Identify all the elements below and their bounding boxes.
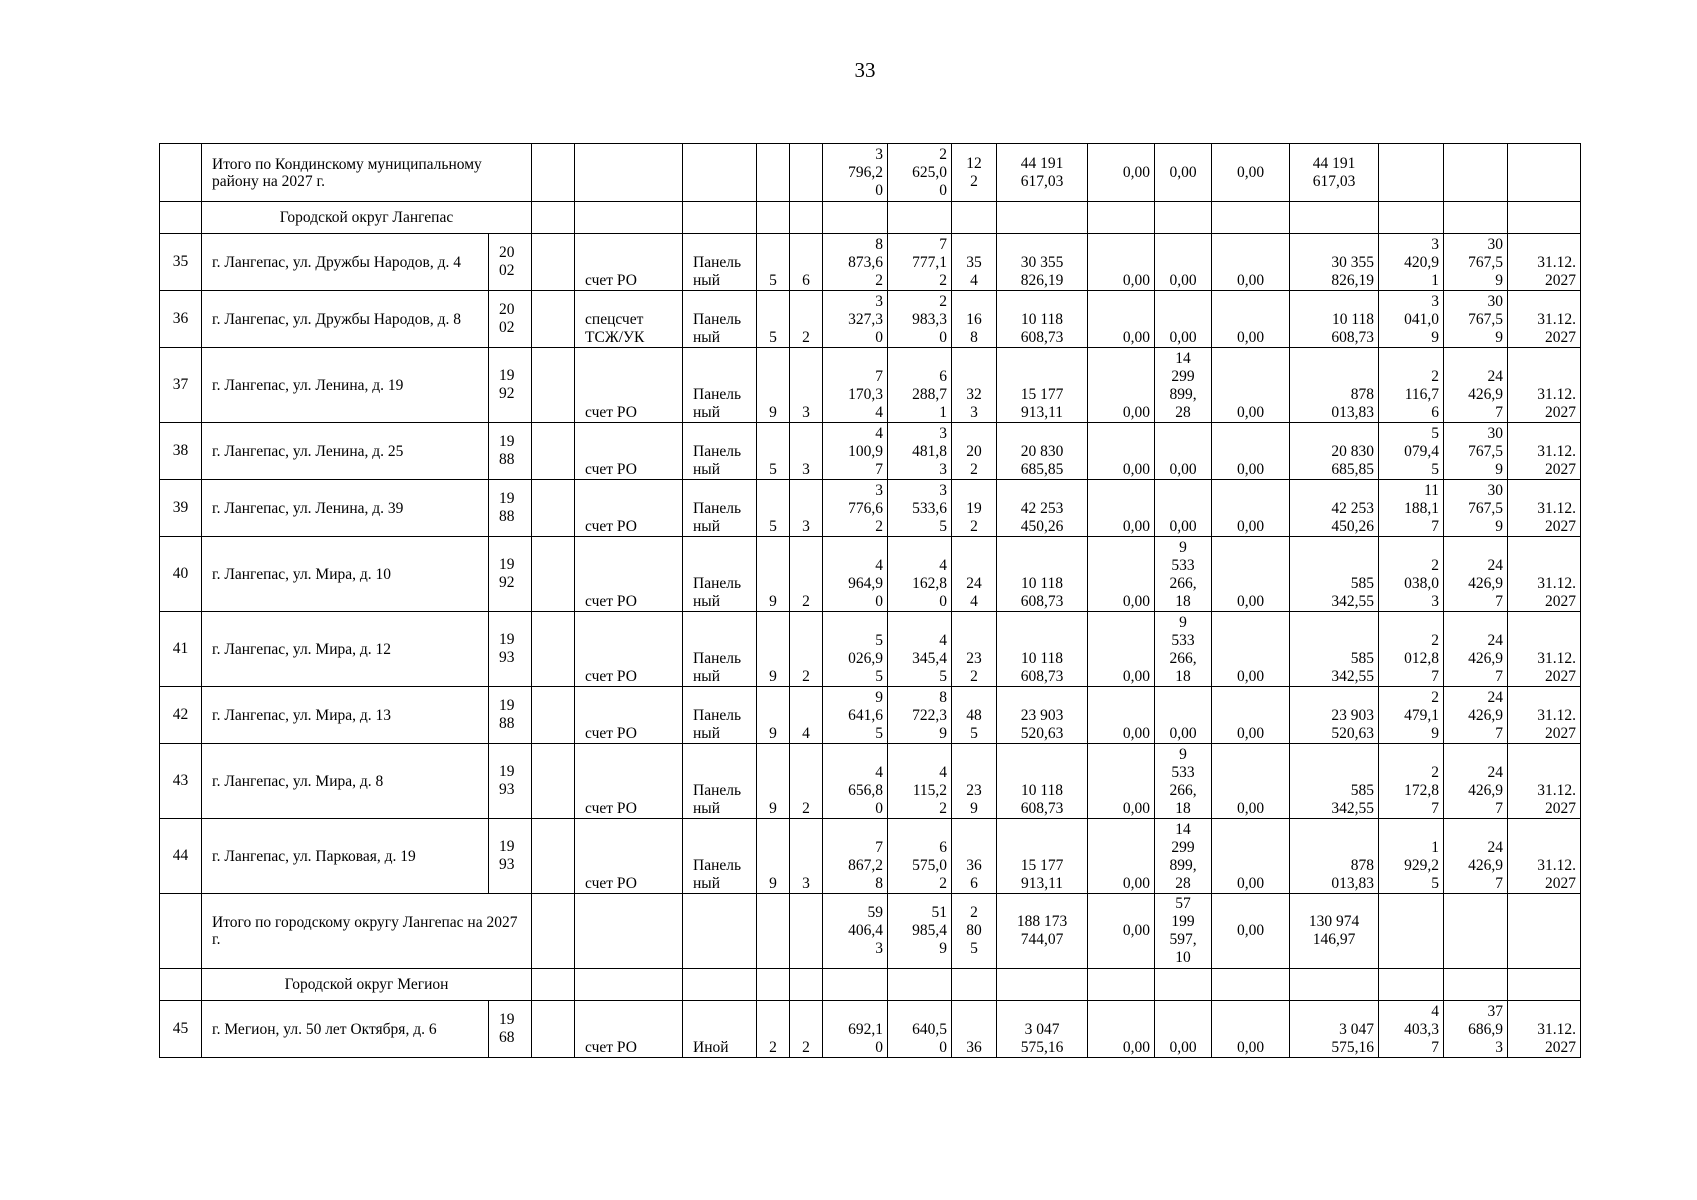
- cost-per-m2: 5 079,4 5: [1379, 423, 1444, 480]
- wall-material: Панель ный: [683, 537, 757, 612]
- entrances-cell: [790, 144, 823, 202]
- house-row: [160, 348, 1581, 423]
- entrances: 2: [790, 291, 823, 348]
- cost-total: 20 830 685,85: [997, 423, 1088, 480]
- residents-count: 36 6: [952, 819, 997, 894]
- fund-type-cell: [575, 144, 683, 202]
- fund-method: счет РО: [575, 744, 683, 819]
- empty-cell: [532, 537, 575, 612]
- cost-total: 15 177 913,11: [997, 819, 1088, 894]
- fund-owners: 878 013,83: [1290, 819, 1379, 894]
- wall-material: Панель ный: [683, 744, 757, 819]
- fund-subject: 9 533 266, 18: [1155, 537, 1212, 612]
- floors: 2: [757, 1001, 790, 1058]
- house-row: [160, 537, 1581, 612]
- empty-cell: [1444, 202, 1508, 234]
- floors: 9: [757, 612, 790, 687]
- max-cost: 24 426,9 7: [1444, 537, 1508, 612]
- section-title: Городской округ Лангепас: [202, 202, 532, 234]
- fund-local: 0,00: [1212, 234, 1290, 291]
- fund-local: 0,00: [1212, 144, 1290, 202]
- fund-local: 0,00: [1212, 819, 1290, 894]
- fund-method: счет РО: [575, 1001, 683, 1058]
- row-number: 35: [160, 234, 202, 291]
- floors: 9: [757, 687, 790, 744]
- fund-fsr: 0,00: [1088, 234, 1155, 291]
- section-row: [160, 969, 1581, 1001]
- deadline: 31.12. 2027: [1508, 1001, 1581, 1058]
- house-address: г. Лангепас, ул. Мира, д. 13: [202, 687, 489, 744]
- commission-year: 19 68: [489, 1001, 532, 1058]
- area-total: 7 867,2 8: [823, 819, 888, 894]
- empty-cell: [1212, 202, 1290, 234]
- deadline: 31.12. 2027: [1508, 234, 1581, 291]
- max-cost: 30 767,5 9: [1444, 423, 1508, 480]
- deadline: 31.12. 2027: [1508, 291, 1581, 348]
- house-address: г. Лангепас, ул. Мира, д. 10: [202, 537, 489, 612]
- cost-total: 10 118 608,73: [997, 744, 1088, 819]
- row-number: 40: [160, 537, 202, 612]
- residents-count: 36: [952, 1001, 997, 1058]
- area-living: 8 722,3 9: [888, 687, 952, 744]
- area-total: 4 656,8 0: [823, 744, 888, 819]
- empty-cell: [1212, 969, 1290, 1001]
- max-cost: 24 426,9 7: [1444, 744, 1508, 819]
- area-total: 4 964,9 0: [823, 537, 888, 612]
- max-cost: 24 426,9 7: [1444, 348, 1508, 423]
- area-total: 7 170,3 4: [823, 348, 888, 423]
- entrances: 2: [790, 612, 823, 687]
- row-number: 41: [160, 612, 202, 687]
- empty-cell: [790, 969, 823, 1001]
- fund-method: счет РО: [575, 612, 683, 687]
- house-row: [160, 291, 1581, 348]
- empty-cell: [997, 969, 1088, 1001]
- area-total: 692,1 0: [823, 1001, 888, 1058]
- commission-year: 19 93: [489, 744, 532, 819]
- fund-local: 0,00: [1212, 480, 1290, 537]
- fund-subject: 14 299 899, 28: [1155, 348, 1212, 423]
- fund-method: счет РО: [575, 819, 683, 894]
- row-number: 44: [160, 819, 202, 894]
- floors: 5: [757, 234, 790, 291]
- deadline: 31.12. 2027: [1508, 480, 1581, 537]
- cost-total: 3 047 575,16: [997, 1001, 1088, 1058]
- wall-material: Иной: [683, 1001, 757, 1058]
- area-living: 6 575,0 2: [888, 819, 952, 894]
- fund-cell: [532, 144, 575, 202]
- cost-total: 10 118 608,73: [997, 537, 1088, 612]
- area-living: 4 162,8 0: [888, 537, 952, 612]
- wall-material: Панель ный: [683, 612, 757, 687]
- empty-cell: [952, 202, 997, 234]
- house-address: г. Лангепас, ул. Дружбы Народов, д. 8: [202, 291, 489, 348]
- commission-year: 19 88: [489, 480, 532, 537]
- house-address: г. Лангепас, ул. Парковая, д. 19: [202, 819, 489, 894]
- fund-subject: 0,00: [1155, 144, 1212, 202]
- empty-cell: [1508, 969, 1581, 1001]
- max-cost: 24 426,9 7: [1444, 612, 1508, 687]
- cost-total: 23 903 520,63: [997, 687, 1088, 744]
- fund-fsr: 0,00: [1088, 894, 1155, 969]
- house-row: [160, 819, 1581, 894]
- floors: 5: [757, 291, 790, 348]
- wall-material: Панель ный: [683, 291, 757, 348]
- empty-cell: [823, 969, 888, 1001]
- house-address: г. Лангепас, ул. Мира, д. 8: [202, 744, 489, 819]
- commission-year: 19 88: [489, 423, 532, 480]
- cost-per-m2: 11 188,1 7: [1379, 480, 1444, 537]
- entrances-cell: [790, 894, 823, 969]
- empty-cell: [790, 202, 823, 234]
- empty-cell: [1379, 969, 1444, 1001]
- wall-material: Панель ный: [683, 819, 757, 894]
- fund-local: 0,00: [1212, 423, 1290, 480]
- material-cell: [683, 144, 757, 202]
- empty-cell: [1444, 969, 1508, 1001]
- total-label: Итого по городскому округу Лангепас на 2027 г.: [202, 894, 532, 969]
- deadline: 31.12. 2027: [1508, 819, 1581, 894]
- fund-fsr: 0,00: [1088, 819, 1155, 894]
- cost-per-m2: 2 012,8 7: [1379, 612, 1444, 687]
- area-total: 3 796,2 0: [823, 144, 888, 202]
- fund-method: счет РО: [575, 234, 683, 291]
- fund-subject: 0,00: [1155, 291, 1212, 348]
- area-living: 3 481,8 3: [888, 423, 952, 480]
- house-address: г. Мегион, ул. 50 лет Октября, д. 6: [202, 1001, 489, 1058]
- max-cost: 30 767,5 9: [1444, 480, 1508, 537]
- area-living: 2 983,3 0: [888, 291, 952, 348]
- deadline: 31.12. 2027: [1508, 744, 1581, 819]
- deadline: 31.12. 2027: [1508, 687, 1581, 744]
- page-number: 33: [854, 58, 876, 82]
- max-cost: 24 426,9 7: [1444, 819, 1508, 894]
- fund-owners: 44 191 617,03: [1290, 144, 1379, 202]
- cost-per-m2: 3 420,9 1: [1379, 234, 1444, 291]
- deadline: [1508, 894, 1581, 969]
- area-total: 3 776,6 2: [823, 480, 888, 537]
- deadline: 31.12. 2027: [1508, 423, 1581, 480]
- total-label: Итого по Кондинскому муниципальному району на 2027 г.: [202, 144, 532, 202]
- empty-cell: [952, 969, 997, 1001]
- entrances: 3: [790, 480, 823, 537]
- empty-cell: [575, 969, 683, 1001]
- commission-year: 19 93: [489, 819, 532, 894]
- cost-per-m2: 3 041,0 9: [1379, 291, 1444, 348]
- floors: 5: [757, 423, 790, 480]
- total-row: [160, 894, 1581, 969]
- floors: 9: [757, 348, 790, 423]
- deadline: 31.12. 2027: [1508, 348, 1581, 423]
- empty-cell: [1088, 202, 1155, 234]
- entrances: 4: [790, 687, 823, 744]
- entrances: 2: [790, 1001, 823, 1058]
- fund-local: 0,00: [1212, 537, 1290, 612]
- empty-cell: [532, 744, 575, 819]
- max-cost: 30 767,5 9: [1444, 291, 1508, 348]
- fund-local: 0,00: [1212, 291, 1290, 348]
- row-number: 38: [160, 423, 202, 480]
- area-total: 4 100,9 7: [823, 423, 888, 480]
- fund-local: 0,00: [1212, 744, 1290, 819]
- empty-cell: [757, 969, 790, 1001]
- fund-subject: 9 533 266, 18: [1155, 744, 1212, 819]
- fund-owners: 585 342,55: [1290, 537, 1379, 612]
- cost-total: 44 191 617,03: [997, 144, 1088, 202]
- fund-owners: 130 974 146,97: [1290, 894, 1379, 969]
- house-row: [160, 1001, 1581, 1058]
- empty-cell: [532, 819, 575, 894]
- empty-cell: [532, 969, 575, 1001]
- empty-cell: [1155, 969, 1212, 1001]
- deadline: 31.12. 2027: [1508, 537, 1581, 612]
- section-title: Городской округ Мегион: [202, 969, 532, 1001]
- house-address: г. Лангепас, ул. Мира, д. 12: [202, 612, 489, 687]
- floors: 9: [757, 537, 790, 612]
- fund-fsr: 0,00: [1088, 423, 1155, 480]
- cost-total: 188 173 744,07: [997, 894, 1088, 969]
- area-living: 7 777,1 2: [888, 234, 952, 291]
- fund-owners: 585 342,55: [1290, 744, 1379, 819]
- fund-type-cell: [575, 894, 683, 969]
- commission-year: 19 92: [489, 537, 532, 612]
- row-number: 42: [160, 687, 202, 744]
- wall-material: Панель ный: [683, 348, 757, 423]
- fund-fsr: 0,00: [1088, 480, 1155, 537]
- area-total: 3 327,3 0: [823, 291, 888, 348]
- residents-count: 23 2: [952, 612, 997, 687]
- fund-method: счет РО: [575, 423, 683, 480]
- material-cell: [683, 894, 757, 969]
- max-cost: [1444, 144, 1508, 202]
- fund-method: счет РО: [575, 480, 683, 537]
- row-number: 36: [160, 291, 202, 348]
- deadline: [1508, 144, 1581, 202]
- house-row: [160, 612, 1581, 687]
- fund-fsr: 0,00: [1088, 612, 1155, 687]
- empty-cell: [532, 480, 575, 537]
- fund-fsr: 0,00: [1088, 348, 1155, 423]
- house-address: г. Лангепас, ул. Ленина, д. 19: [202, 348, 489, 423]
- empty-cell: [532, 687, 575, 744]
- empty-cell: [532, 348, 575, 423]
- fund-fsr: 0,00: [1088, 1001, 1155, 1058]
- empty-cell: [532, 234, 575, 291]
- fund-subject: 57 199 597, 10: [1155, 894, 1212, 969]
- residents-count: 32 3: [952, 348, 997, 423]
- empty-cell: [888, 202, 952, 234]
- area-total: 5 026,9 5: [823, 612, 888, 687]
- cost-total: 15 177 913,11: [997, 348, 1088, 423]
- fund-fsr: 0,00: [1088, 744, 1155, 819]
- empty-cell: [1088, 969, 1155, 1001]
- floors-cell: [757, 894, 790, 969]
- register-body: [160, 144, 1581, 1058]
- fund-method: счет РО: [575, 348, 683, 423]
- residents-count: 16 8: [952, 291, 997, 348]
- cost-per-m2: 2 172,8 7: [1379, 744, 1444, 819]
- house-row: [160, 234, 1581, 291]
- floors: 9: [757, 819, 790, 894]
- fund-subject: 0,00: [1155, 423, 1212, 480]
- empty-cell: [1155, 202, 1212, 234]
- empty-cell: [532, 1001, 575, 1058]
- fund-subject: 0,00: [1155, 1001, 1212, 1058]
- row-number-cell: [160, 202, 202, 234]
- empty-cell: [683, 202, 757, 234]
- entrances: 6: [790, 234, 823, 291]
- empty-cell: [888, 969, 952, 1001]
- house-row: [160, 423, 1581, 480]
- floors: 5: [757, 480, 790, 537]
- row-number: 45: [160, 1001, 202, 1058]
- section-row: [160, 202, 1581, 234]
- fund-subject: 0,00: [1155, 234, 1212, 291]
- fund-cell: [532, 894, 575, 969]
- fund-owners: 10 118 608,73: [1290, 291, 1379, 348]
- empty-cell: [1379, 202, 1444, 234]
- entrances: 2: [790, 744, 823, 819]
- wall-material: Панель ный: [683, 423, 757, 480]
- house-address: г. Лангепас, ул. Дружбы Народов, д. 4: [202, 234, 489, 291]
- area-living: 640,5 0: [888, 1001, 952, 1058]
- area-living: 4 345,4 5: [888, 612, 952, 687]
- entrances: 3: [790, 819, 823, 894]
- fund-owners: 3 047 575,16: [1290, 1001, 1379, 1058]
- residents-count: 2 80 5: [952, 894, 997, 969]
- max-cost: 24 426,9 7: [1444, 687, 1508, 744]
- cost-per-m2: [1379, 894, 1444, 969]
- cost-total: 10 118 608,73: [997, 291, 1088, 348]
- wall-material: Панель ный: [683, 234, 757, 291]
- row-number-cell: [160, 144, 202, 202]
- area-living: 3 533,6 5: [888, 480, 952, 537]
- empty-cell: [532, 423, 575, 480]
- commission-year: 19 92: [489, 348, 532, 423]
- wall-material: Панель ный: [683, 480, 757, 537]
- row-number: 37: [160, 348, 202, 423]
- area-total: 59 406,4 3: [823, 894, 888, 969]
- row-number: 39: [160, 480, 202, 537]
- empty-cell: [683, 969, 757, 1001]
- max-cost: 37 686,9 3: [1444, 1001, 1508, 1058]
- fund-subject: 0,00: [1155, 687, 1212, 744]
- residents-count: 23 9: [952, 744, 997, 819]
- max-cost: [1444, 894, 1508, 969]
- house-row: [160, 480, 1581, 537]
- cost-total: 42 253 450,26: [997, 480, 1088, 537]
- residents-count: 35 4: [952, 234, 997, 291]
- total-row: [160, 144, 1581, 202]
- fund-subject: 14 299 899, 28: [1155, 819, 1212, 894]
- house-address: г. Лангепас, ул. Ленина, д. 39: [202, 480, 489, 537]
- cost-per-m2: 1 929,2 5: [1379, 819, 1444, 894]
- floors: 9: [757, 744, 790, 819]
- fund-method: спецсчет ТСЖ/УК: [575, 291, 683, 348]
- cost-per-m2: 2 116,7 6: [1379, 348, 1444, 423]
- row-number-cell: [160, 894, 202, 969]
- entrances: 2: [790, 537, 823, 612]
- deadline: 31.12. 2027: [1508, 612, 1581, 687]
- empty-cell: [1290, 202, 1379, 234]
- area-living: 51 985,4 9: [888, 894, 952, 969]
- row-number-cell: [160, 969, 202, 1001]
- fund-fsr: 0,00: [1088, 144, 1155, 202]
- residents-count: 12 2: [952, 144, 997, 202]
- empty-cell: [532, 291, 575, 348]
- fund-method: счет РО: [575, 687, 683, 744]
- residents-count: 19 2: [952, 480, 997, 537]
- empty-cell: [1508, 202, 1581, 234]
- residents-count: 20 2: [952, 423, 997, 480]
- fund-method: счет РО: [575, 537, 683, 612]
- cost-per-m2: 2 479,1 9: [1379, 687, 1444, 744]
- fund-local: 0,00: [1212, 348, 1290, 423]
- row-number: 43: [160, 744, 202, 819]
- empty-cell: [575, 202, 683, 234]
- commission-year: 19 88: [489, 687, 532, 744]
- fund-local: 0,00: [1212, 894, 1290, 969]
- cost-per-m2: 2 038,0 3: [1379, 537, 1444, 612]
- cost-per-m2: [1379, 144, 1444, 202]
- fund-owners: 23 903 520,63: [1290, 687, 1379, 744]
- max-cost: 30 767,5 9: [1444, 234, 1508, 291]
- commission-year: 19 93: [489, 612, 532, 687]
- fund-local: 0,00: [1212, 1001, 1290, 1058]
- floors-cell: [757, 144, 790, 202]
- empty-cell: [757, 202, 790, 234]
- house-row: [160, 744, 1581, 819]
- cost-total: 30 355 826,19: [997, 234, 1088, 291]
- empty-cell: [997, 202, 1088, 234]
- empty-cell: [823, 202, 888, 234]
- empty-cell: [532, 202, 575, 234]
- commission-year: 20 02: [489, 291, 532, 348]
- residents-count: 48 5: [952, 687, 997, 744]
- fund-local: 0,00: [1212, 687, 1290, 744]
- empty-cell: [1290, 969, 1379, 1001]
- area-total: 9 641,6 5: [823, 687, 888, 744]
- capital-repair-register-table: [159, 143, 1581, 1058]
- wall-material: Панель ный: [683, 687, 757, 744]
- fund-owners: 585 342,55: [1290, 612, 1379, 687]
- house-row: [160, 687, 1581, 744]
- entrances: 3: [790, 423, 823, 480]
- area-total: 8 873,6 2: [823, 234, 888, 291]
- fund-fsr: 0,00: [1088, 291, 1155, 348]
- fund-fsr: 0,00: [1088, 537, 1155, 612]
- empty-cell: [532, 612, 575, 687]
- fund-subject: 9 533 266, 18: [1155, 612, 1212, 687]
- entrances: 3: [790, 348, 823, 423]
- area-living: 4 115,2 2: [888, 744, 952, 819]
- house-address: г. Лангепас, ул. Ленина, д. 25: [202, 423, 489, 480]
- cost-per-m2: 4 403,3 7: [1379, 1001, 1444, 1058]
- fund-fsr: 0,00: [1088, 687, 1155, 744]
- area-living: 2 625,0 0: [888, 144, 952, 202]
- fund-owners: 20 830 685,85: [1290, 423, 1379, 480]
- cost-total: 10 118 608,73: [997, 612, 1088, 687]
- residents-count: 24 4: [952, 537, 997, 612]
- fund-local: 0,00: [1212, 612, 1290, 687]
- fund-owners: 42 253 450,26: [1290, 480, 1379, 537]
- fund-subject: 0,00: [1155, 480, 1212, 537]
- area-living: 6 288,7 1: [888, 348, 952, 423]
- fund-owners: 30 355 826,19: [1290, 234, 1379, 291]
- fund-owners: 878 013,83: [1290, 348, 1379, 423]
- commission-year: 20 02: [489, 234, 532, 291]
